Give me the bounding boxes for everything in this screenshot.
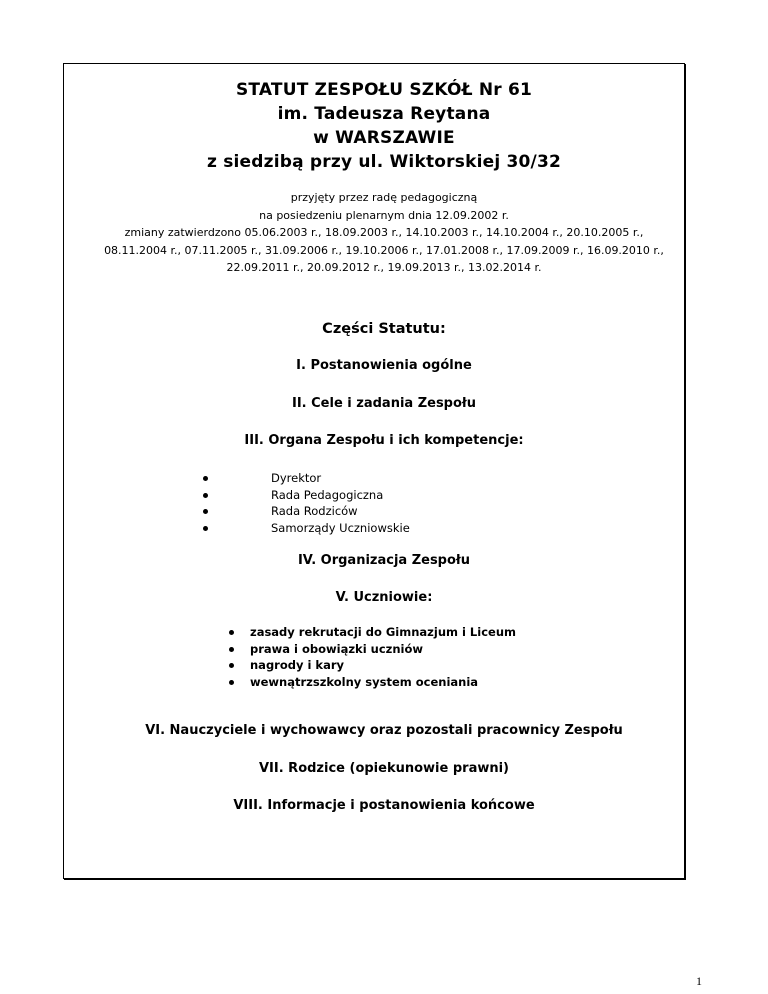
bullet-icon bbox=[203, 526, 208, 531]
school-patron: im. Tadeusza Reytana bbox=[277, 104, 491, 124]
section-4: IV. Organizacja Zespołu bbox=[297, 553, 471, 568]
statute-title: STATUT ZESPOŁU SZKÓŁ Nr 61 bbox=[235, 80, 533, 100]
page-number: 1 bbox=[696, 974, 702, 988]
adoption-line-2: na posiedzeniu plenarnym dnia 12.09.2002 r. bbox=[259, 209, 509, 222]
section-6: VI. Nauczyciele i wychowawcy oraz pozostali pracownicy Zespołu bbox=[145, 723, 623, 738]
document-frame bbox=[63, 63, 685, 879]
bullet-icon bbox=[229, 630, 234, 635]
section-2: II. Cele i zadania Zespołu bbox=[292, 396, 476, 411]
school-address: z siedzibą przy ul. Wiktorskiej 30/32 bbox=[206, 152, 561, 172]
section-1: I. Postanowienia ogólne bbox=[296, 358, 472, 373]
school-city: w WARSZAWIE bbox=[313, 128, 455, 148]
bullet-icon bbox=[203, 476, 208, 481]
amendments-line-2: 08.11.2004 r., 07.11.2005 r., 31.09.2006 r., 19.10.2006 r., 17.01.2008 r., 17.09.2009 r., 16.09.2010 r., bbox=[104, 244, 664, 257]
bullet-icon bbox=[229, 663, 234, 668]
section-3: III. Organa Zespołu i ich kompetencje: bbox=[244, 433, 524, 448]
adoption-line-1: przyjęty przez radę pedagogiczną bbox=[290, 191, 478, 204]
amendments-line-3: 22.09.2011 r., 20.09.2012 r., 19.09.2013 r., 13.02.2014 r. bbox=[226, 261, 542, 274]
bullet-icon bbox=[203, 509, 208, 514]
section-5: V. Uczniowie: bbox=[335, 590, 433, 605]
amendments-line-1: zmiany zatwierdzono 05.06.2003 r., 18.09.2003 r., 14.10.2003 r., 14.10.2004 r., 20.10.2005 r., bbox=[124, 226, 644, 239]
section-8: VIII. Informacje i postanowienia końcowe bbox=[233, 798, 535, 813]
contents-title: Części Statutu: bbox=[322, 321, 446, 337]
bullet-icon bbox=[203, 493, 208, 498]
bullet-icon bbox=[229, 680, 234, 685]
section-7: VII. Rodzice (opiekunowie prawni) bbox=[258, 761, 509, 776]
bullet-icon bbox=[229, 647, 234, 652]
